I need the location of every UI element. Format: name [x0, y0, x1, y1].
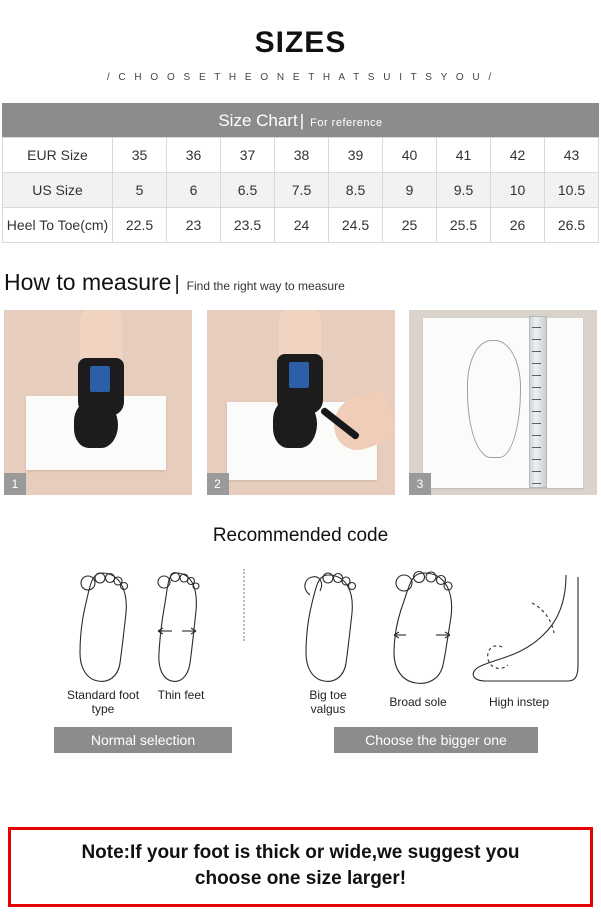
size-chart-section [0, 103, 601, 243]
how-to-measure-subtitle: Find the right way to measure [186, 279, 345, 293]
note-box [8, 827, 593, 907]
size-chart-cell: 36 [167, 138, 221, 173]
caption-big-toe-valgus: Big toe valgus [309, 688, 347, 716]
size-chart-cell: 26.5 [545, 208, 599, 243]
broad-sole-icon [378, 569, 470, 687]
page-subtitle: / C H O O S E T H E O N E T H A T S U I T S Y O U / [106, 72, 495, 83]
size-chart-cell: 37 [221, 138, 275, 173]
diagram-divider [243, 569, 245, 641]
size-chart-cell: 41 [437, 138, 491, 173]
size-chart-row [3, 173, 599, 208]
size-chart-cell: 43 [545, 138, 599, 173]
caption-broad-sole: Broad sole [389, 695, 447, 709]
size-chart-cell: 24.5 [329, 208, 383, 243]
thin-foot-icon [148, 569, 212, 687]
page-title: SIZES [254, 26, 347, 59]
size-chart-subtitle: For reference [310, 117, 383, 129]
high-instep-icon [466, 569, 582, 687]
how-to-measure-divider: | [174, 273, 180, 295]
step-badge-1: 1 [4, 473, 26, 495]
size-chart-cell: 22.5 [113, 208, 167, 243]
size-chart-divider: | [299, 111, 305, 130]
recommended-title: Recommended code [212, 525, 389, 546]
note-line-1: Note:If your foot is thick or wide,we suggest you [81, 842, 520, 863]
size-chart-row-label: US Size [3, 173, 113, 208]
size-chart-cell: 24 [275, 208, 329, 243]
size-chart-cell: 38 [275, 138, 329, 173]
measure-steps [0, 310, 601, 495]
measure-step-1-image [4, 310, 192, 495]
size-chart-cell: 25 [383, 208, 437, 243]
size-chart-cell: 25.5 [437, 208, 491, 243]
size-chart-cell: 23 [167, 208, 221, 243]
size-chart-cell: 10 [491, 173, 545, 208]
step-badge-3: 3 [409, 473, 431, 495]
measure-step-3-image [409, 310, 597, 495]
big-toe-valgus-icon [288, 569, 372, 687]
size-chart-cell: 10.5 [545, 173, 599, 208]
size-chart-cell: 6 [167, 173, 221, 208]
note-line-2: choose one size larger! [194, 868, 407, 889]
pill-choose-bigger: Choose the bigger one [334, 727, 538, 753]
size-chart-cell: 39 [329, 138, 383, 173]
size-chart-cell: 9 [383, 173, 437, 208]
pill-normal-selection: Normal selection [54, 727, 232, 753]
size-chart-row [3, 208, 599, 243]
size-chart-row-label: EUR Size [3, 138, 113, 173]
step-badge-2: 2 [207, 473, 229, 495]
how-to-measure-heading [4, 269, 601, 296]
size-chart-cell: 26 [491, 208, 545, 243]
size-chart-cell: 35 [113, 138, 167, 173]
how-to-measure-title: How to measure [4, 269, 172, 295]
caption-high-instep: High instep [488, 695, 550, 709]
size-chart-cell: 23.5 [221, 208, 275, 243]
size-chart-title: Size Chart [218, 111, 298, 130]
caption-thin-feet: Thin feet [157, 688, 205, 702]
size-chart-header [2, 103, 599, 137]
size-chart-cell: 42 [491, 138, 545, 173]
size-chart-row-label: Heel To Toe(cm) [3, 208, 113, 243]
size-chart-cell: 6.5 [221, 173, 275, 208]
size-chart-cell: 40 [383, 138, 437, 173]
measure-step-2-image [207, 310, 395, 495]
size-chart-cell: 8.5 [329, 173, 383, 208]
size-chart-table [2, 137, 599, 243]
size-chart-cell: 9.5 [437, 173, 491, 208]
caption-standard-foot: Standard foot type [66, 688, 140, 716]
size-chart-cell: 5 [113, 173, 167, 208]
standard-foot-icon [62, 569, 146, 687]
size-chart-row [3, 138, 599, 173]
recommended-diagrams [0, 555, 601, 785]
size-chart-cell: 7.5 [275, 173, 329, 208]
